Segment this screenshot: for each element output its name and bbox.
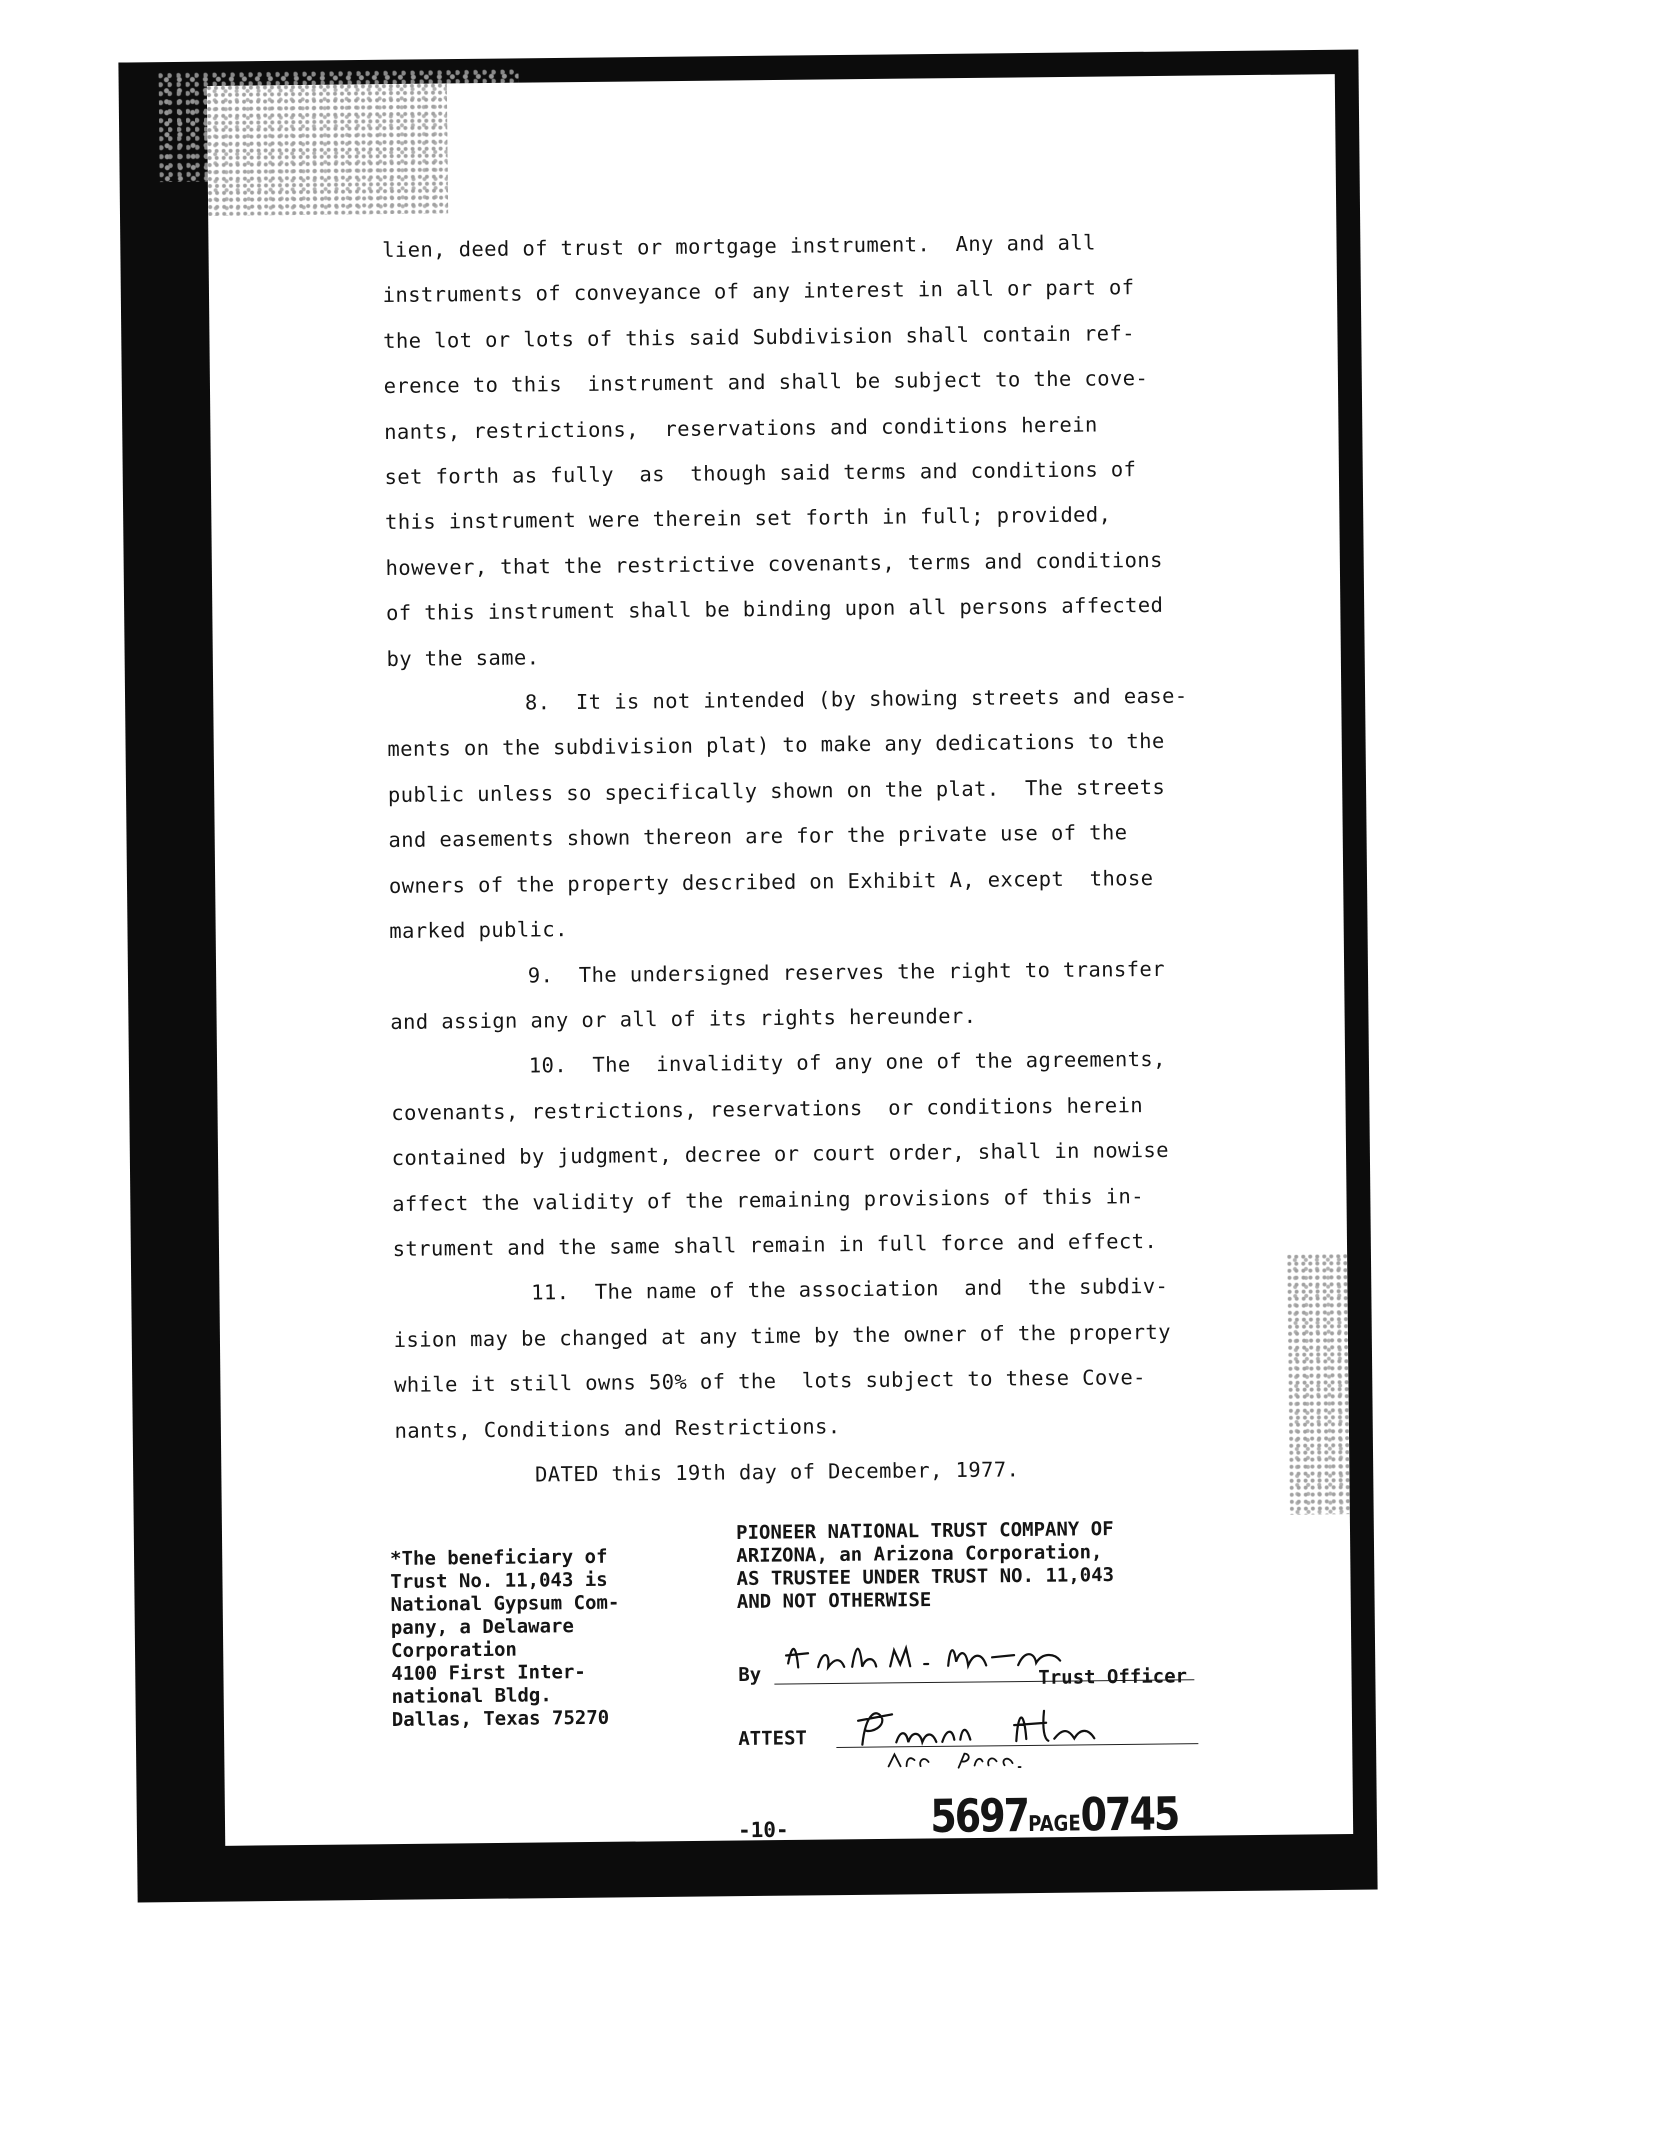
text-line: of this instrument shall be binding upon all persons affected — [385, 593, 1164, 626]
text-line: nants, Conditions and Restrictions. — [394, 1413, 841, 1443]
scan-speckle-right — [1287, 1254, 1350, 1515]
text-line: by the same. — [386, 645, 540, 671]
beneficiary-footnote: *The beneficiary of Trust No. 11,043 is National Gypsum Com- pany, a Delaware Corporation 4100 First Inter- national Bldg. Dallas, Texas 75270 — [390, 1545, 620, 1731]
text-line: set forth as fully as though said terms and conditions of — [384, 457, 1137, 490]
paragraph-10-first-line: 10. The invalidity of any one of the agreements, — [528, 1047, 1166, 1078]
text-line: contained by judgment, decree or court order, shall in nowise — [391, 1137, 1170, 1171]
stamp-page-label: PAGE — [1027, 1811, 1081, 1837]
paragraph-8-first-line: 8. It is not intended (by showing streets and ease- — [524, 683, 1188, 715]
recording-stamp — [930, 1787, 1179, 1842]
dated-line: DATED this 19th day of December, 1977. — [534, 1457, 1020, 1487]
text-line: erence to this instrument and shall be subject to the cove- — [383, 366, 1149, 399]
text-line: instruments of conveyance of any interest in all or part of — [382, 275, 1135, 308]
text-line: strument and the same shall remain in full force and effect. — [392, 1228, 1158, 1261]
text-line: ments on the subdivision plat) to make any dedications to the — [387, 729, 1165, 762]
by-label: By — [738, 1663, 762, 1686]
text-line: marked public. — [389, 917, 568, 944]
text-line: covenants, restrictions, reservations or conditions herein — [391, 1092, 1144, 1125]
paragraph-11-first-line: 11. The name of the association and the subdiv- — [531, 1274, 1169, 1305]
text-line: public unless so specifically shown on the plat. The streets — [387, 774, 1166, 807]
stamp-page-number: 0745 — [1080, 1787, 1179, 1842]
text-line: affect the validity of the remaining provisions of this in- — [392, 1183, 1145, 1216]
attest-signature — [848, 1697, 1169, 1780]
text-line: the lot or lots of this said Subdivision shall contain ref- — [383, 320, 1136, 353]
text-line: however, that the restrictive covenants, terms and conditions — [385, 547, 1163, 580]
document-body — [382, 219, 1255, 1499]
text-line: nants, restrictions, reservations and conditions herein — [384, 412, 1098, 444]
page-number: -10- — [737, 1817, 789, 1843]
text-line: while it still owns 50% of the lots subject to these Cove- — [393, 1365, 1146, 1398]
scan-speckle — [207, 83, 448, 216]
trustee-block: PIONEER NATIONAL TRUST COMPANY OF ARIZONA, an Arizona Corporation, AS TRUSTEE UNDER TRUST NO. 11,043 AND NOT OTHERWISE — [736, 1518, 1115, 1613]
text-line: lien, deed of trust or mortgage instrument. Any and all — [382, 230, 1096, 262]
stamp-book-number: 5697 — [930, 1788, 1029, 1843]
by-signature-line — [738, 1643, 1208, 1688]
text-line: and easements shown thereon are for the private use of the — [388, 820, 1128, 853]
text-line: ision may be changed at any time by the owner of the property — [393, 1319, 1171, 1352]
text-line: owners of the property described on Exhibit A, except those — [388, 865, 1154, 898]
attest-signature-line — [738, 1707, 1208, 1752]
paragraph-9-first-line: 9. The undersigned reserves the right to transfer — [527, 956, 1166, 988]
attest-label: ATTEST — [738, 1727, 808, 1750]
text-line: and assign any or all of its rights hereunder. — [390, 1003, 977, 1034]
trust-officer-title: Trust Officer — [1038, 1665, 1188, 1689]
text-line: this instrument were therein set forth in full; provided, — [384, 502, 1112, 535]
trust-officer-signature — [778, 1630, 1079, 1683]
